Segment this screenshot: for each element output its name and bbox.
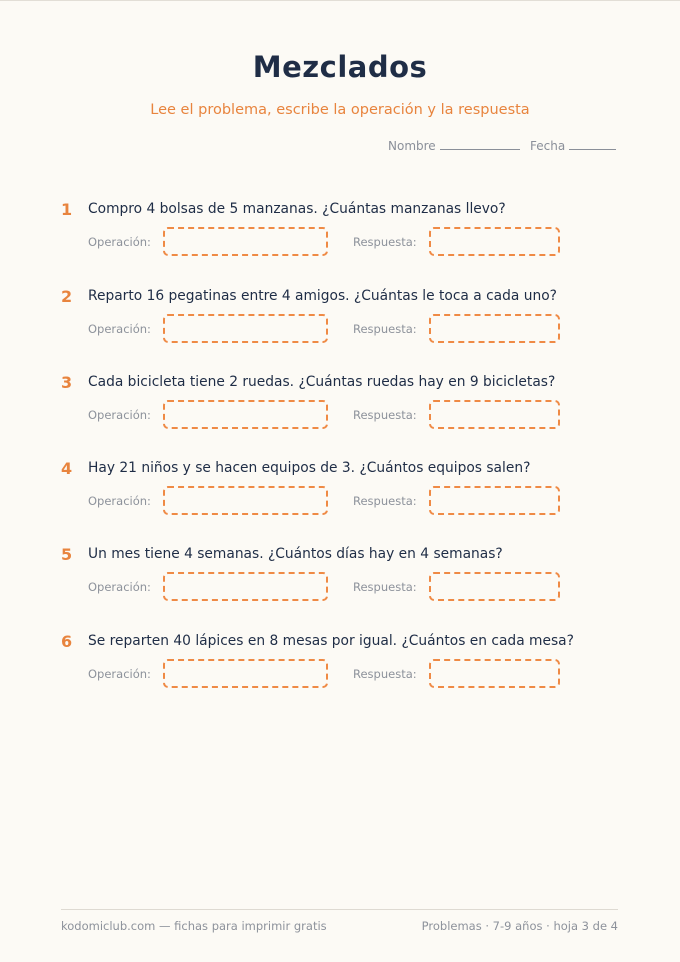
- top-border: [0, 0, 680, 1]
- name-label: Nombre: [388, 139, 436, 153]
- problem-text: Reparto 16 pegatinas entre 4 amigos. ¿Cuántas le toca a cada uno?: [88, 288, 557, 304]
- operation-answer-box[interactable]: [163, 227, 328, 256]
- date-line: [569, 139, 616, 150]
- problem-number: 5: [61, 545, 73, 564]
- problem-item: [0, 545, 680, 625]
- date-field[interactable]: [530, 139, 616, 153]
- operation-label: Operación:: [88, 580, 151, 594]
- operation-answer-box[interactable]: [163, 486, 328, 515]
- problem-item: [0, 373, 680, 453]
- answer-label: Respuesta:: [353, 235, 417, 249]
- answer-label: Respuesta:: [353, 580, 417, 594]
- answer-label: Respuesta:: [353, 408, 417, 422]
- footer-divider: [61, 909, 618, 910]
- problem-item: [0, 200, 680, 280]
- problem-number: 1: [61, 200, 73, 219]
- name-line: [440, 139, 520, 150]
- problem-number: 4: [61, 459, 73, 478]
- answer-label: Respuesta:: [353, 494, 417, 508]
- problem-item: [0, 632, 680, 712]
- answer-label: Respuesta:: [353, 667, 417, 681]
- page-subtitle: Lee el problema, escribe la operación y la respuesta: [150, 102, 530, 118]
- operation-answer-box[interactable]: [163, 659, 328, 688]
- problem-text: Hay 21 niños y se hacen equipos de 3. ¿Cuántos equipos salen?: [88, 460, 531, 476]
- answer-box[interactable]: [429, 572, 560, 601]
- name-field[interactable]: [388, 139, 520, 153]
- operation-label: Operación:: [88, 235, 151, 249]
- answer-box[interactable]: [429, 659, 560, 688]
- answer-box[interactable]: [429, 486, 560, 515]
- operation-answer-box[interactable]: [163, 400, 328, 429]
- operation-label: Operación:: [88, 494, 151, 508]
- problem-item: [0, 459, 680, 539]
- problem-number: 6: [61, 632, 73, 651]
- footer-page-info: Problemas · 7-9 años · hoja 3 de 4: [421, 919, 618, 933]
- operation-answer-box[interactable]: [163, 572, 328, 601]
- problem-text: Se reparten 40 lápices en 8 mesas por igual. ¿Cuántos en cada mesa?: [88, 633, 574, 649]
- date-label: Fecha: [530, 139, 566, 153]
- operation-label: Operación:: [88, 322, 151, 336]
- answer-box[interactable]: [429, 400, 560, 429]
- page-title: Mezclados: [252, 50, 428, 84]
- answer-label: Respuesta:: [353, 322, 417, 336]
- problem-text: Cada bicicleta tiene 2 ruedas. ¿Cuántas ruedas hay en 9 bicicletas?: [88, 374, 556, 390]
- problem-text: Compro 4 bolsas de 5 manzanas. ¿Cuántas manzanas llevo?: [88, 201, 506, 217]
- problem-number: 2: [61, 287, 73, 306]
- answer-box[interactable]: [429, 314, 560, 343]
- operation-label: Operación:: [88, 408, 151, 422]
- footer-site-credit: kodomiclub.com — fichas para imprimir gratis: [61, 919, 327, 933]
- problem-text: Un mes tiene 4 semanas. ¿Cuántos días hay en 4 semanas?: [88, 546, 503, 562]
- problem-item: [0, 287, 680, 367]
- answer-box[interactable]: [429, 227, 560, 256]
- problem-number: 3: [61, 373, 73, 392]
- operation-label: Operación:: [88, 667, 151, 681]
- operation-answer-box[interactable]: [163, 314, 328, 343]
